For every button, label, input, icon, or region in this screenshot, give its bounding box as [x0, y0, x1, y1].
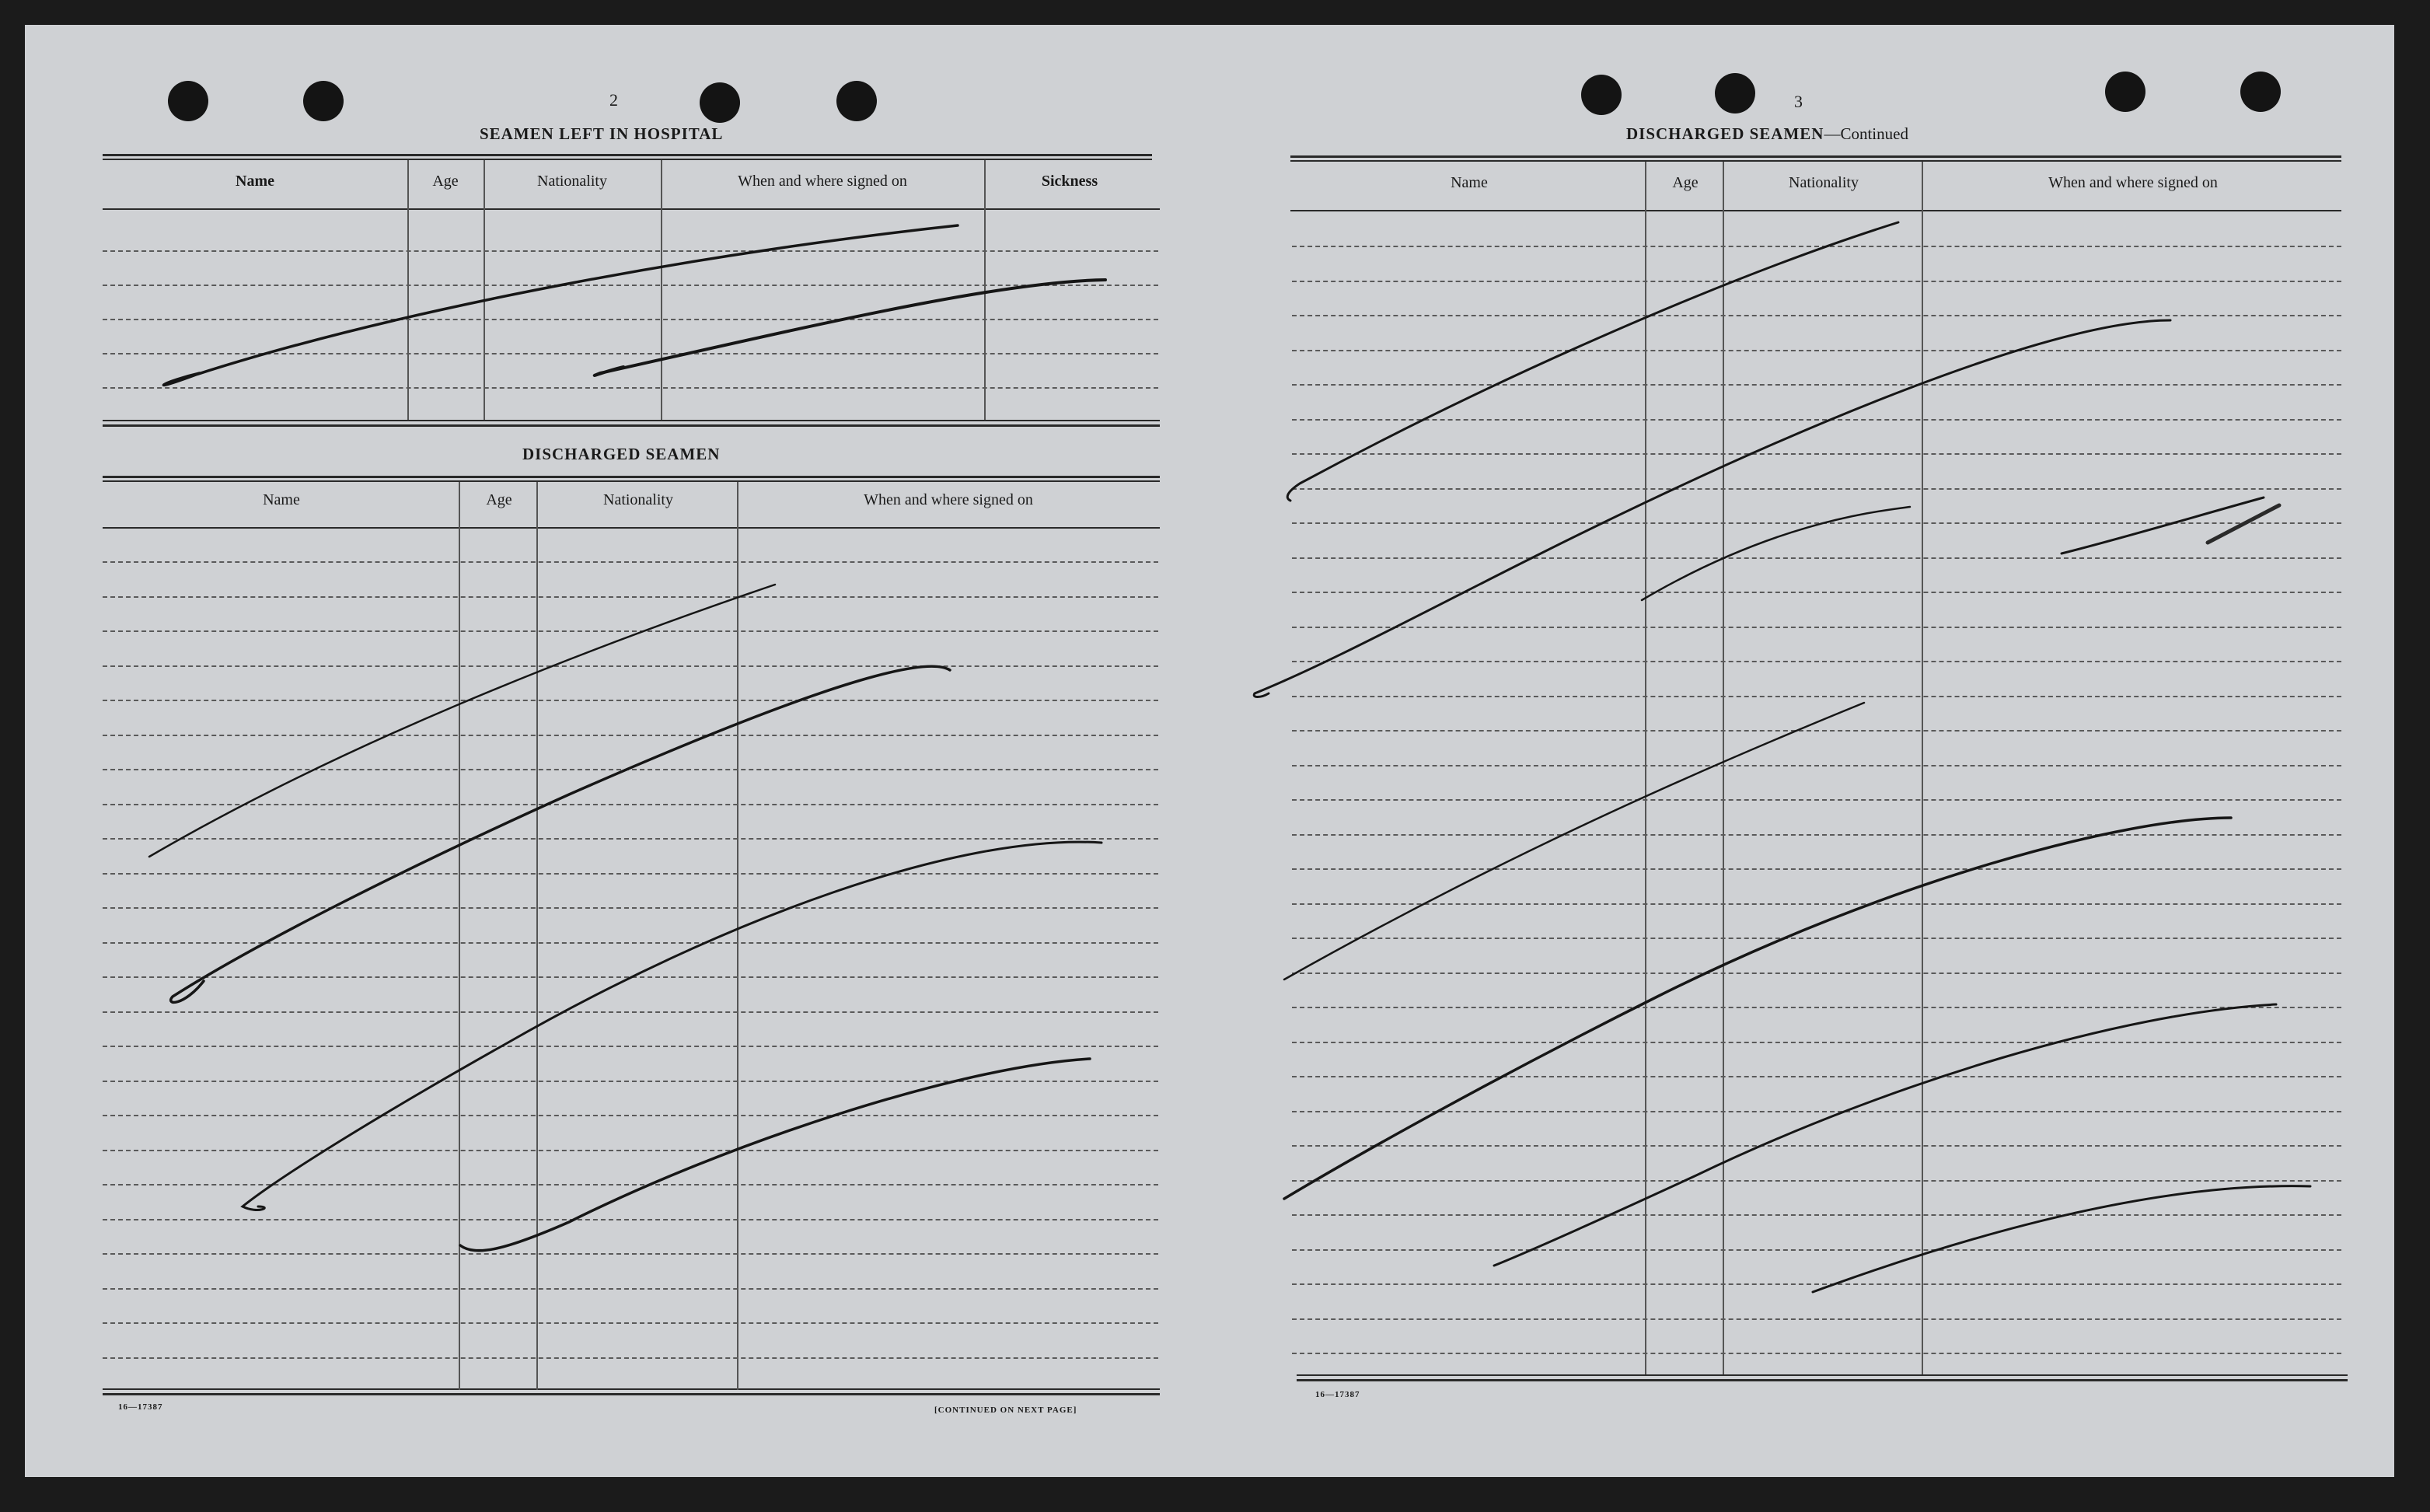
cancellation-stroke [243, 842, 1102, 1210]
hospital-section-title: SEAMEN LEFT IN HOSPITAL [480, 124, 724, 143]
page-number: 3 [1794, 92, 1803, 111]
cancellation-stroke [1287, 222, 1898, 501]
right-section-title-main: DISCHARGED SEAMEN [1626, 124, 1824, 143]
cancellation-stroke [1642, 507, 1910, 600]
cancellation-stroke [460, 1059, 1090, 1251]
cancellation-stroke [163, 225, 958, 385]
cancellation-stroke [1284, 703, 1864, 979]
column-header-name: Name [236, 173, 274, 190]
cancellation-stroke [171, 666, 950, 1002]
column-header-signed-on: When and where signed on [864, 491, 1033, 508]
column-header-age: Age [1672, 174, 1699, 191]
form-number: 16—17387 [1315, 1390, 1360, 1399]
column-header-nationality: Nationality [1789, 174, 1859, 191]
cancellation-stroke [1254, 320, 2170, 697]
page-number: 2 [609, 90, 618, 110]
cancellation-stroke [2062, 498, 2264, 553]
cancellation-stroke [149, 585, 775, 857]
cancellation-stroke [1284, 818, 2231, 1199]
column-header-signed-on: When and where signed on [738, 173, 907, 190]
cancellation-stroke [1494, 1004, 2276, 1266]
right-section-title-suffix: —Continued [1824, 124, 1908, 143]
column-header-nationality: Nationality [537, 173, 607, 190]
form-number: 16—17387 [118, 1402, 163, 1412]
column-header-age: Age [486, 491, 512, 508]
continued-note: [CONTINUED ON NEXT PAGE] [934, 1405, 1077, 1415]
column-header-name: Name [1451, 174, 1488, 191]
column-header-age: Age [432, 173, 459, 190]
column-header-sickness: Sickness [1041, 173, 1098, 190]
cancellation-stroke [1813, 1186, 2310, 1292]
column-header-name: Name [263, 491, 300, 508]
cancellation-stroke [595, 280, 1105, 375]
cancellation-strokes [25, 25, 2394, 1477]
column-header-nationality: Nationality [603, 491, 673, 508]
document-sheet [25, 25, 2394, 1477]
discharged-section-title: DISCHARGED SEAMEN [522, 445, 721, 463]
column-header-signed-on: When and where signed on [2048, 174, 2218, 191]
